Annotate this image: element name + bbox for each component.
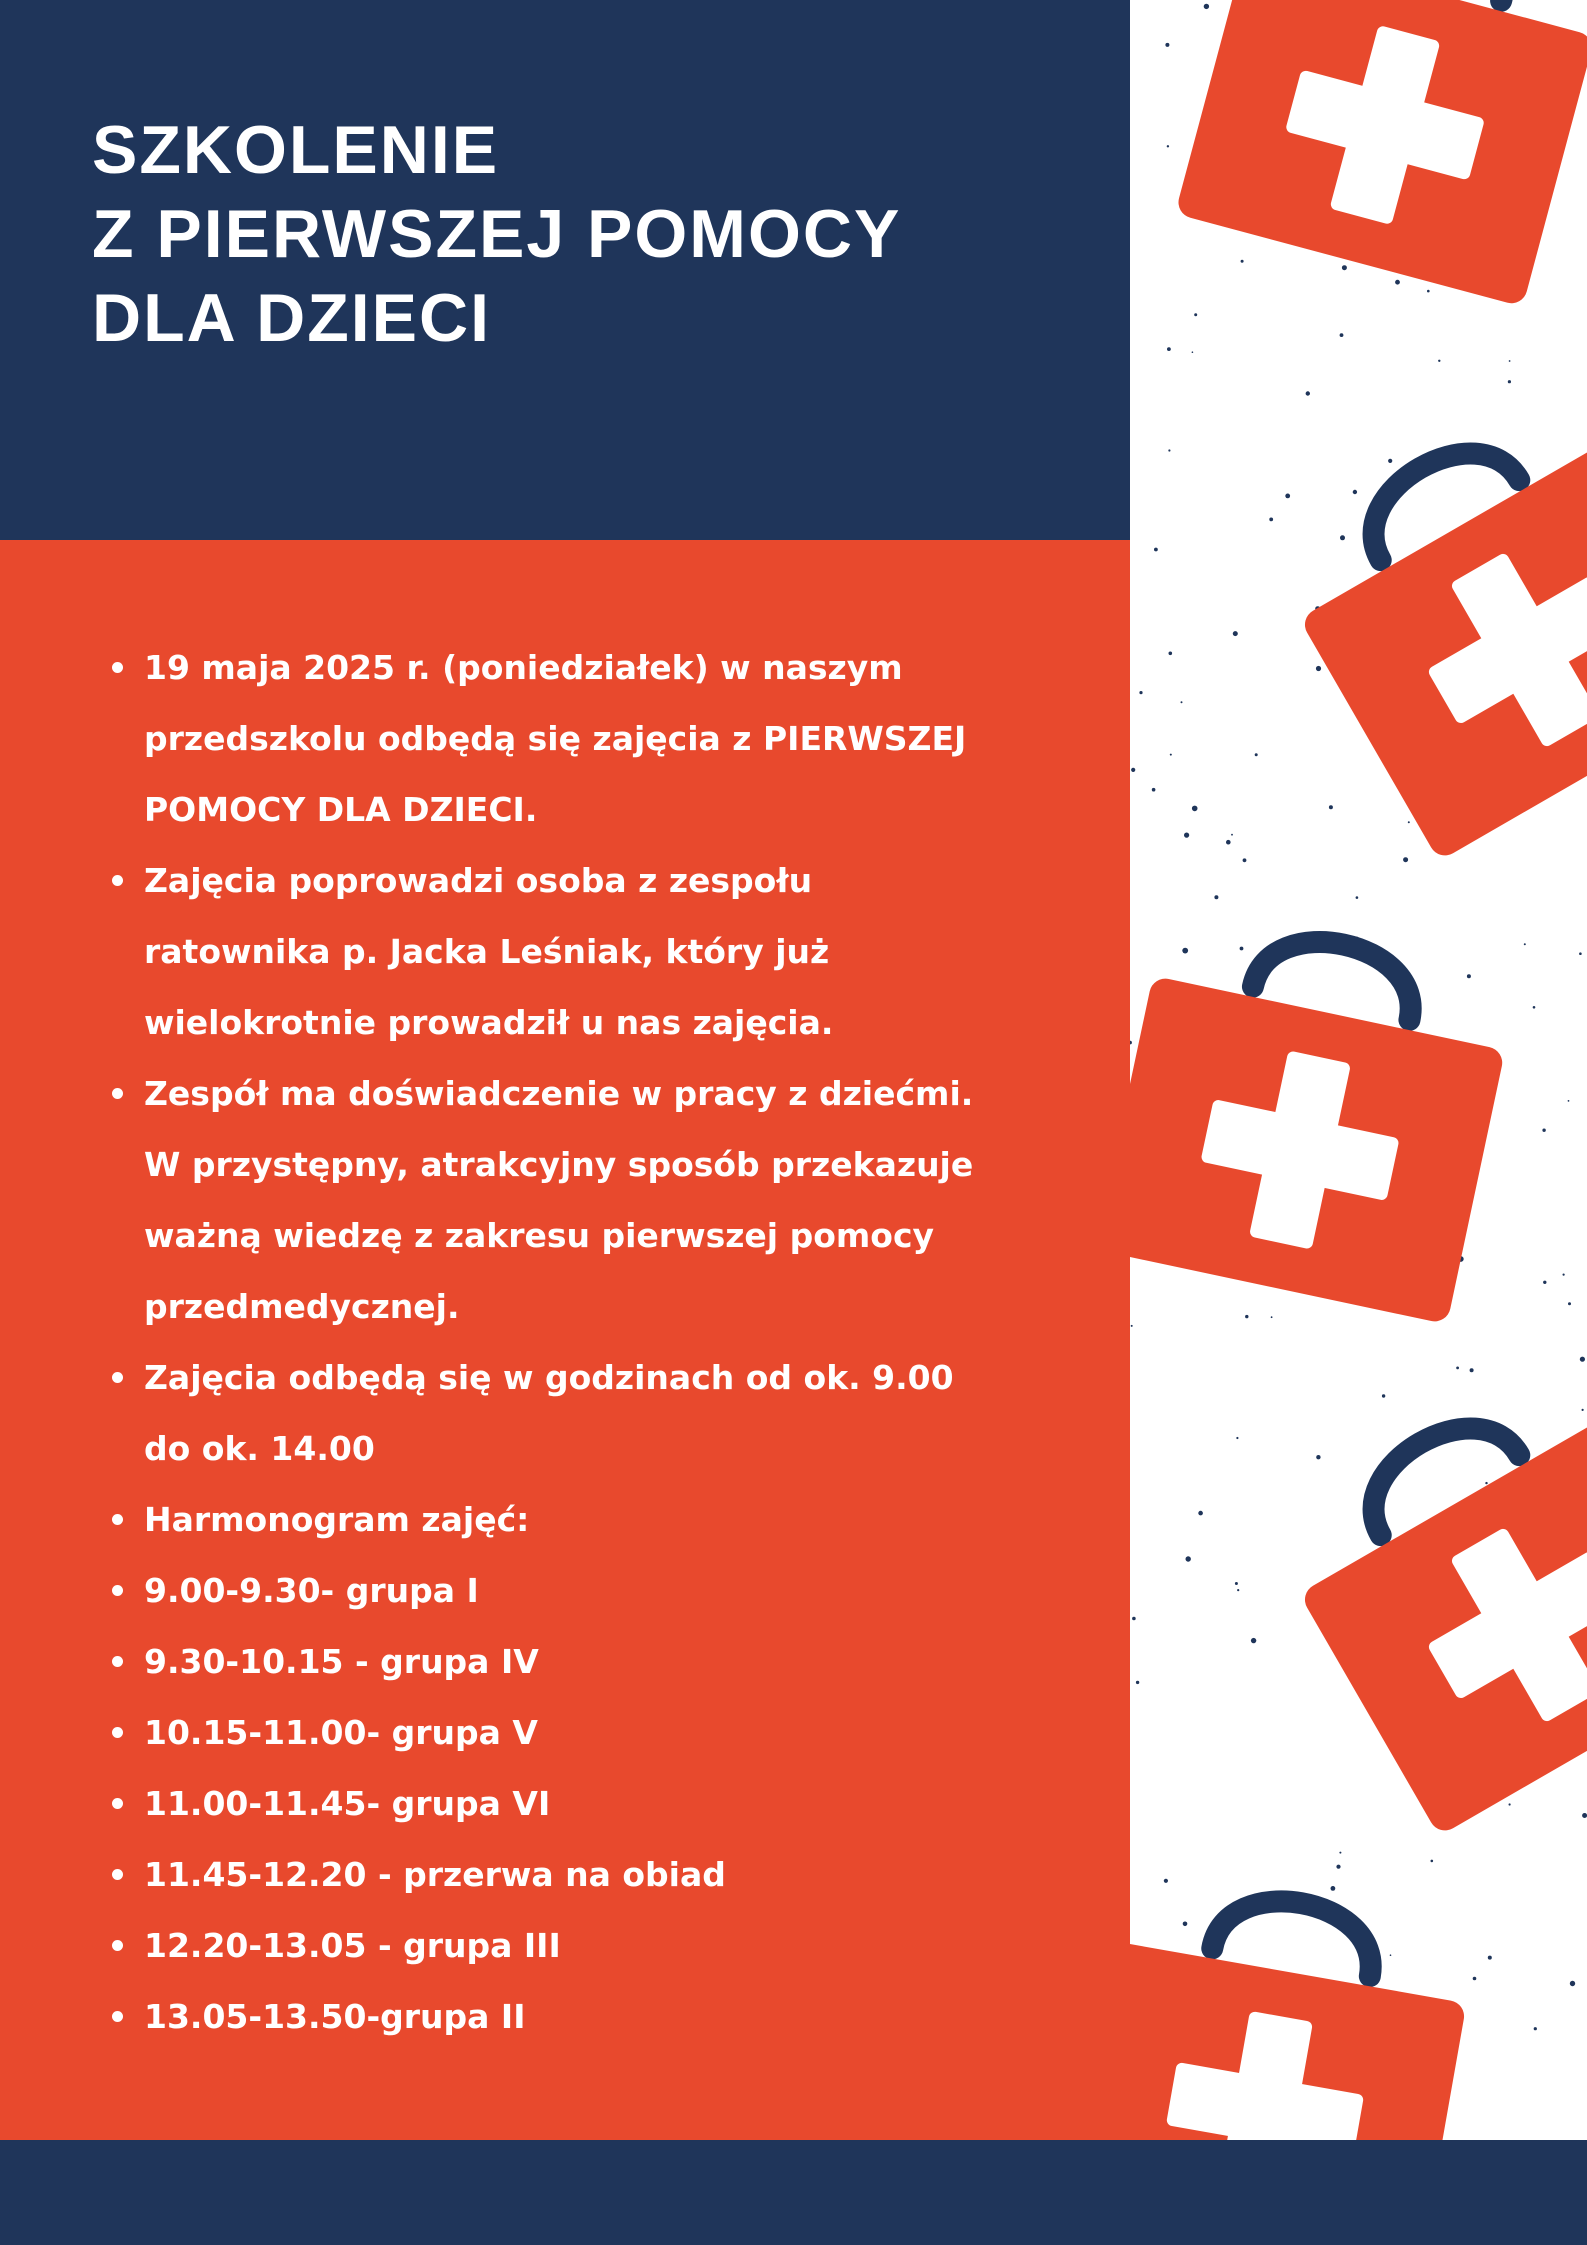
speckle-dot — [1198, 1511, 1203, 1516]
info-line: 19 maja 2025 r. (poniedziałek) w naszym — [144, 648, 903, 687]
speckle-dot — [1255, 753, 1258, 756]
speckle-dot — [1237, 1589, 1239, 1591]
info-list-item — [92, 1555, 1092, 1626]
speckle-dot — [1570, 1981, 1575, 1986]
info-line: Harmonogram zajęć: — [144, 1500, 530, 1539]
speckle-dot — [1568, 1100, 1570, 1102]
speckle-dot — [1509, 360, 1511, 362]
info-line: 9.30-10.15 - grupa IV — [144, 1642, 539, 1681]
speckle-dot — [1543, 1281, 1546, 1284]
info-line: Zajęcia poprowadzi osoba z zespołu — [144, 861, 813, 900]
speckle-dot — [1132, 1617, 1136, 1621]
speckle-dot — [1152, 788, 1156, 792]
speckle-dot — [1167, 145, 1169, 147]
speckle-dot — [1170, 754, 1172, 756]
footer-band — [0, 2140, 1587, 2245]
speckle-dot — [1214, 895, 1218, 899]
speckle-dot — [1580, 1357, 1585, 1362]
info-list-item — [92, 1626, 1092, 1697]
speckle-dot — [1408, 821, 1410, 823]
speckle-dot — [1130, 1041, 1132, 1045]
speckle-dot — [1473, 1977, 1477, 1981]
speckle-dot — [1231, 834, 1233, 836]
speckle-dot — [1269, 518, 1273, 522]
info-line: ratownika p. Jacka Leśniak, który już — [144, 932, 830, 971]
first-aid-kit-icon — [1175, 0, 1587, 307]
info-list-item — [92, 845, 1092, 1058]
speckle-dot — [1169, 652, 1173, 656]
speckle-dot — [1582, 1813, 1587, 1818]
speckle-dot — [1306, 391, 1310, 395]
speckle-dot — [1533, 1006, 1536, 1009]
decoration-svg — [1130, 0, 1587, 2140]
content-block — [0, 540, 1130, 2140]
header-block — [0, 0, 1130, 540]
speckle-dot — [1240, 947, 1244, 951]
speckle-dot — [1388, 459, 1392, 463]
info-line: wielokrotnie prowadził u nas zajęcia. — [144, 1003, 834, 1042]
info-list — [92, 632, 1092, 2052]
speckle-dot — [1485, 1482, 1487, 1484]
poster-title — [92, 108, 901, 360]
speckle-dot — [1139, 691, 1142, 694]
speckle-dot — [1331, 1886, 1336, 1891]
info-list-item — [92, 1768, 1092, 1839]
speckle-dot — [1563, 1274, 1565, 1276]
speckle-dot — [1183, 1922, 1188, 1927]
speckle-dot — [1316, 1455, 1320, 1459]
speckle-dot — [1285, 494, 1290, 499]
speckle-dot — [1131, 768, 1135, 772]
speckle-dot — [1390, 1954, 1392, 1956]
speckle-dot — [1329, 805, 1333, 809]
speckle-dot — [1508, 380, 1511, 383]
speckle-dot — [1192, 351, 1194, 353]
speckle-dot — [1233, 631, 1238, 636]
speckle-dot — [1438, 360, 1440, 362]
speckle-dot — [1353, 490, 1357, 494]
speckle-dot — [1340, 535, 1345, 540]
speckle-dot — [1524, 943, 1526, 945]
info-line: ważną wiedzę z zakresu pierwszej pomocy — [144, 1216, 935, 1255]
speckle-dot — [1427, 290, 1430, 293]
info-line: 12.20-13.05 - grupa III — [144, 1926, 561, 1965]
first-aid-kit-icon — [1130, 1872, 1479, 2140]
first-aid-kit-icon — [1264, 378, 1587, 861]
speckle-dot — [1131, 1325, 1133, 1327]
speckle-dot — [1271, 1316, 1273, 1318]
info-line: 13.05-13.50-grupa II — [144, 1997, 526, 2036]
speckle-dot — [1243, 858, 1247, 862]
speckle-dot — [1336, 1865, 1340, 1869]
info-list-item — [92, 1910, 1092, 1981]
speckle-dot — [1241, 260, 1244, 263]
speckle-dot — [1226, 840, 1231, 845]
speckle-dot — [1403, 857, 1408, 862]
title-line: Z PIERWSZEJ POMOCY — [92, 196, 902, 272]
speckle-dot — [1340, 333, 1344, 337]
info-list-item — [92, 1981, 1092, 2052]
info-list-item — [92, 1839, 1092, 1910]
decoration-panel — [1130, 0, 1587, 2140]
info-line: 9.00-9.30- grupa I — [144, 1571, 479, 1610]
speckle-dot — [1339, 1852, 1341, 1854]
speckle-dot — [1194, 313, 1197, 316]
info-line: 11.00-11.45- grupa VI — [144, 1784, 551, 1823]
speckle-dot — [1431, 1860, 1434, 1863]
speckle-dot — [1182, 948, 1188, 954]
info-line: POMOCY DLA DZIECI. — [144, 790, 538, 829]
info-line: Zespół ma doświadczenie w pracy z dziećmi. — [144, 1074, 974, 1113]
speckle-dot — [1382, 1394, 1385, 1397]
speckle-dot — [1251, 1638, 1256, 1643]
info-list-item — [92, 1484, 1092, 1555]
speckle-dot — [1204, 4, 1209, 9]
speckle-dot — [1356, 896, 1359, 899]
speckle-dot — [1186, 1556, 1191, 1561]
speckle-dot — [1136, 1681, 1139, 1684]
speckle-dot — [1568, 1302, 1571, 1305]
info-line: przedszkolu odbędą się zajęcia z PIERWSZEJ — [144, 719, 967, 758]
speckle-dot — [1154, 548, 1158, 552]
speckle-dot — [1509, 1803, 1511, 1805]
speckle-dot — [1579, 952, 1582, 955]
info-list-item — [92, 1342, 1092, 1484]
speckle-dot — [1470, 1368, 1474, 1372]
title-line: SZKOLENIE — [92, 112, 500, 188]
info-line: W przystępny, atrakcyjny sposób przekazuje — [144, 1145, 974, 1184]
speckle-dot — [1582, 1409, 1584, 1411]
speckle-dot — [1164, 1879, 1168, 1883]
speckle-dot — [1168, 449, 1170, 451]
speckle-dot — [1395, 280, 1400, 285]
speckle-dot — [1542, 1129, 1545, 1132]
speckle-dot — [1235, 1582, 1238, 1585]
info-list-item — [92, 1058, 1092, 1342]
speckle-dot — [1184, 833, 1189, 838]
info-list-item — [92, 1697, 1092, 1768]
speckle-dot — [1167, 347, 1171, 351]
info-line: 10.15-11.00- grupa V — [144, 1713, 538, 1752]
speckle-dot — [1342, 265, 1347, 270]
info-line: przedmedycznej. — [144, 1287, 460, 1326]
info-line: do ok. 14.00 — [144, 1429, 375, 1468]
speckle-dot — [1245, 1315, 1248, 1318]
speckle-dot — [1488, 1956, 1492, 1960]
info-line: 11.45-12.20 - przerwa na obiad — [144, 1855, 726, 1894]
speckle-dot — [1467, 974, 1471, 978]
speckle-dot — [1316, 666, 1321, 671]
first-aid-kit-icon — [1264, 1353, 1587, 1836]
speckle-dot — [1456, 1367, 1459, 1370]
speckle-dot — [1181, 701, 1183, 703]
speckle-dot — [1236, 1437, 1238, 1439]
info-list-item — [92, 632, 1092, 845]
title-line: DLA DZIECI — [92, 280, 492, 356]
speckle-dot — [1165, 43, 1169, 47]
info-line: Zajęcia odbędą się w godzinach od ok. 9.00 — [144, 1358, 954, 1397]
speckle-dot — [1192, 806, 1198, 812]
speckle-dot — [1534, 2027, 1537, 2030]
